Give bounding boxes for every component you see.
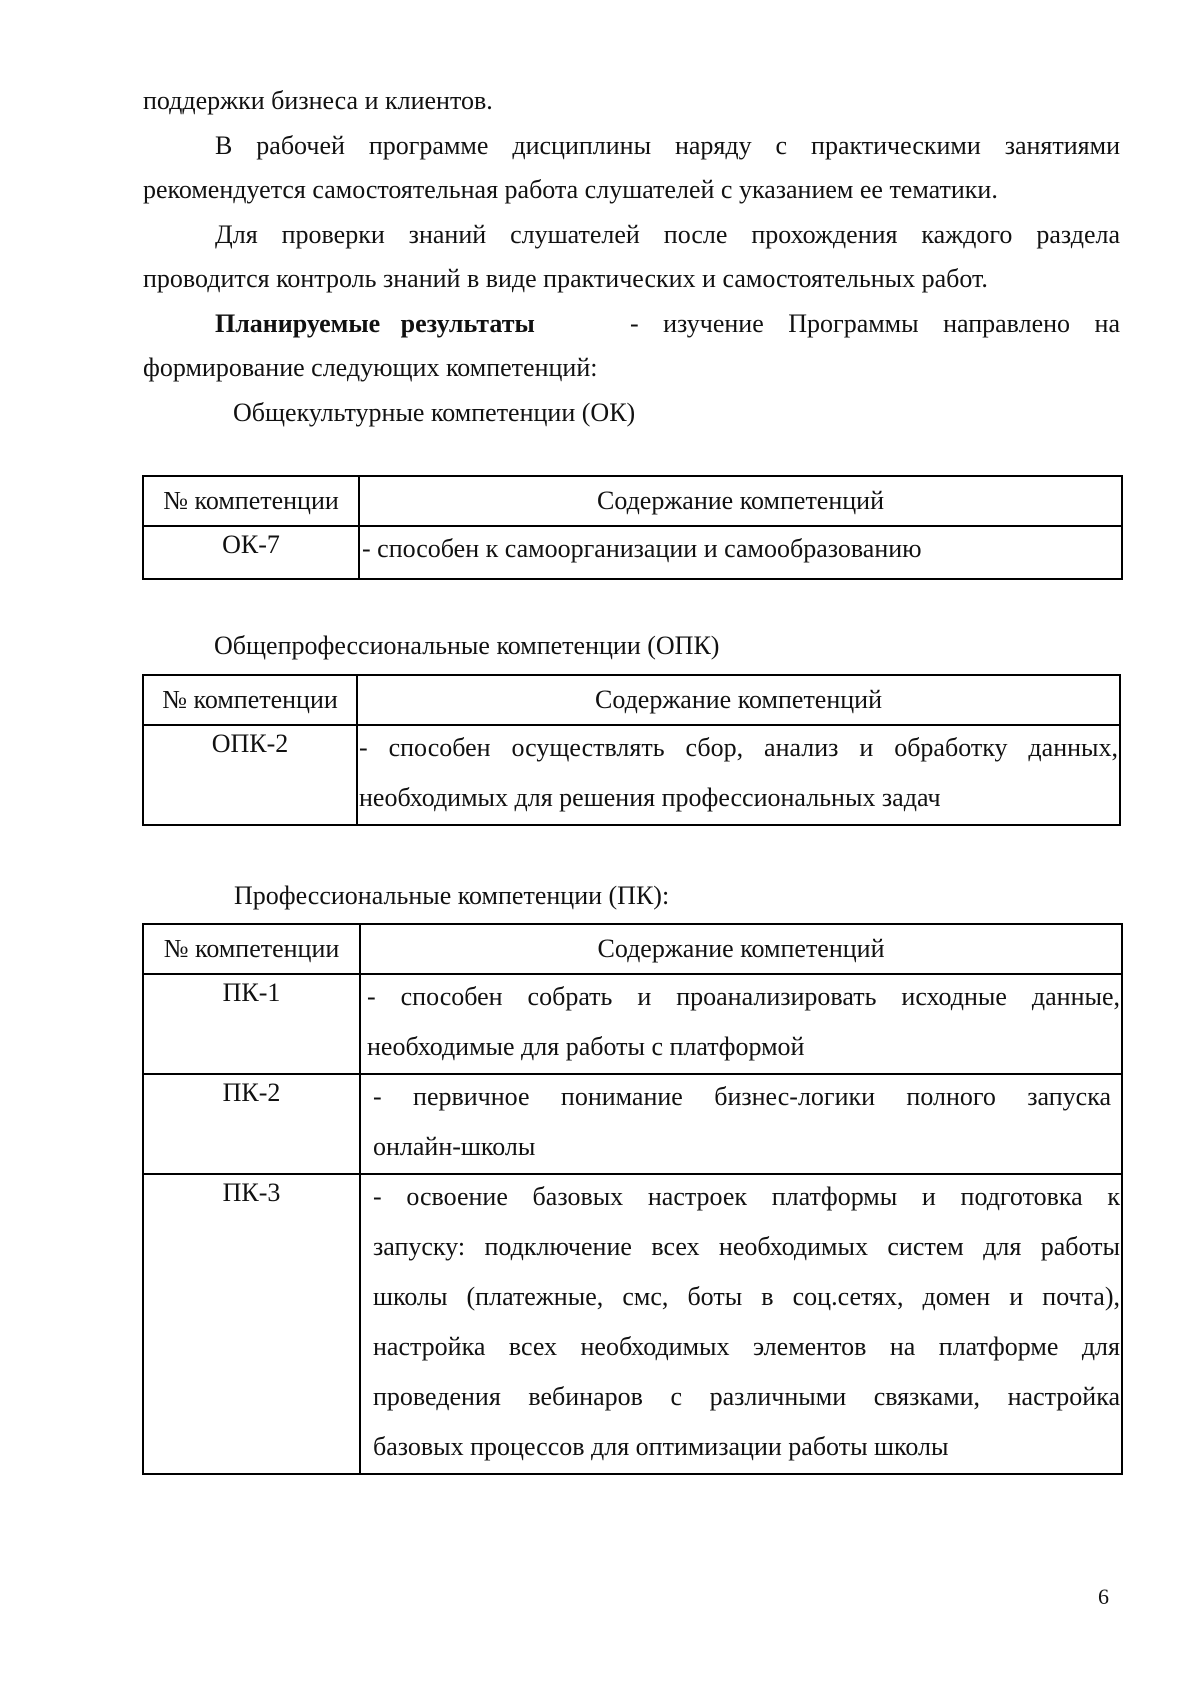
header-number: № компетенции <box>143 476 359 526</box>
header-number: № компетенции <box>143 924 360 974</box>
page-number: 6 <box>1098 1584 1109 1609</box>
paragraph-line: Для проверки знаний слушателей после прохождения каждого раздела <box>215 220 1120 249</box>
competency-content-line: настройка всех необходимых элементов на платформе для <box>373 1332 1120 1361</box>
paragraph-line: В рабочей программе дисциплины наряду с практическими занятиями <box>215 131 1120 160</box>
header-number: № компетенции <box>143 675 357 725</box>
header-content: Содержание компетенций <box>357 675 1120 725</box>
competency-content-line: - способен собрать и проанализировать исходные данные, <box>367 982 1120 1011</box>
competency-content <box>360 1174 1122 1474</box>
paragraph-line-planned-results <box>215 307 1120 341</box>
competency-number: ПК-3 <box>143 1174 360 1474</box>
competency-table-opk <box>142 674 1121 826</box>
competency-content-line: базовых процессов для оптимизации работы школы <box>373 1432 949 1461</box>
competency-number: ПК-1 <box>143 974 360 1074</box>
competency-content-line: запуску: подключение всех необходимых систем для работы <box>373 1232 1120 1261</box>
table-title-ok: Общекультурные компетенции (ОК) <box>233 398 636 427</box>
competency-table-pk <box>142 923 1123 1475</box>
table-row <box>143 725 1120 825</box>
table-row <box>143 974 1122 1074</box>
planned-results-bold: Планируемые результаты <box>215 309 535 338</box>
paragraph-line: поддержки бизнеса и клиентов. <box>143 86 493 115</box>
table-header-row <box>143 675 1120 725</box>
competency-content-line: школы (платежные, смс, боты в соц.сетях, домен и почта), <box>373 1282 1120 1311</box>
competency-content-line: онлайн-школы <box>373 1132 536 1161</box>
competency-content <box>359 526 1122 579</box>
header-content: Содержание компетенций <box>360 924 1122 974</box>
competency-content-line: - освоение базовых настроек платформы и подготовка к <box>373 1182 1120 1211</box>
table-header-row <box>143 476 1122 526</box>
table-header-row <box>143 924 1122 974</box>
planned-results-rest: - изучение Программы направлено на <box>629 309 1120 338</box>
competency-content-line: проведения вебинаров с различными связками, настройка <box>373 1382 1120 1411</box>
competency-content <box>360 1074 1122 1174</box>
table-row <box>143 1174 1122 1474</box>
paragraph-line: рекомендуется самостоятельная работа слушателей с указанием ее тематики. <box>143 175 998 204</box>
competency-content-line: - первичное понимание бизнес-логики полного запуска <box>373 1082 1111 1111</box>
competency-number: ОК-7 <box>143 526 359 579</box>
table-title-opk: Общепрофессиональные компетенции (ОПК) <box>214 631 720 660</box>
paragraph-line: формирование следующих компетенций: <box>143 353 598 382</box>
competency-content-line: необходимых для решения профессиональных задач <box>359 783 941 812</box>
header-content: Содержание компетенций <box>359 476 1122 526</box>
competency-content <box>360 974 1122 1074</box>
paragraph-line: проводится контроль знаний в виде практических и самостоятельных работ. <box>143 264 988 293</box>
competency-content-line: - способен осуществлять сбор, анализ и обработку данных, <box>359 733 1118 762</box>
table-row <box>143 1074 1122 1174</box>
competency-table-ok <box>142 475 1123 580</box>
competency-number: ОПК-2 <box>143 725 357 825</box>
competency-number: ПК-2 <box>143 1074 360 1174</box>
competency-content-line: необходимые для работы с платформой <box>367 1032 805 1061</box>
table-row <box>143 526 1122 579</box>
table-title-pk: Профессиональные компетенции (ПК): <box>234 881 670 910</box>
competency-content <box>357 725 1120 825</box>
competency-content-line: - способен к самоорганизации и самообразованию <box>362 534 922 563</box>
